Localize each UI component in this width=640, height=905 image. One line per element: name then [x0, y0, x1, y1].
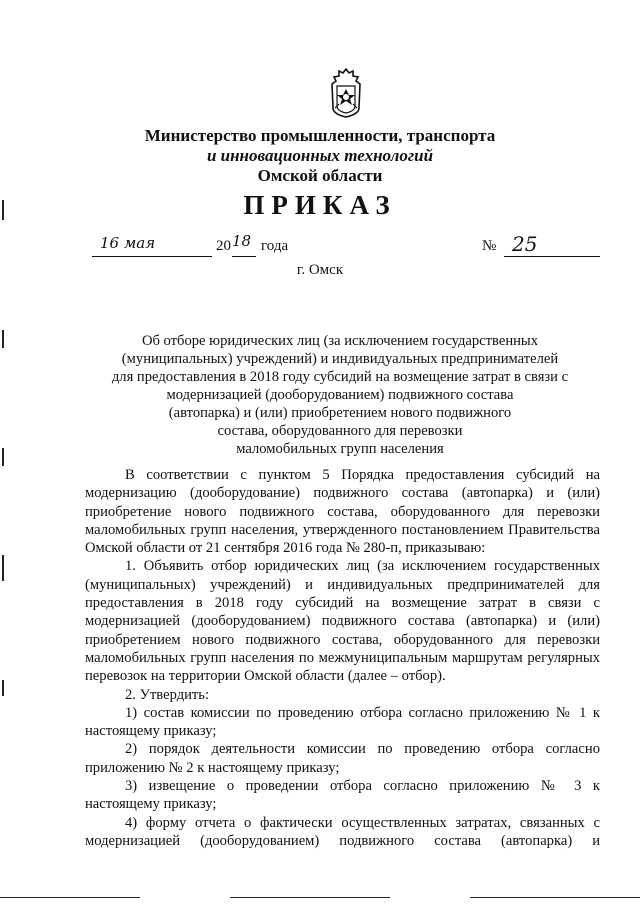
subject-line: состава, оборудованного для перевозки [217, 423, 463, 439]
order-item-2: 2. Утвердить: [125, 686, 210, 703]
order-subitem-2: 2) порядок деятельности комиссии по проведению отбора согласно приложению № 2 к настоящему приказу; [85, 741, 600, 776]
subject-line: для предоставления в 2018 году субсидий на возмещение затрат в связи с [111, 369, 569, 385]
order-subitem-4: 4) форму отчета о фактически осуществленных затратах, связанных с модернизацией (дооборудованием) подвижного состава (автопарка) и [85, 814, 600, 849]
document-body [85, 466, 600, 850]
document-type: ПРИКАЗ [243, 190, 397, 220]
number-sign: № [482, 238, 497, 254]
document-subject [80, 332, 600, 458]
coat-of-arms-icon [329, 68, 363, 118]
scan-mark [2, 448, 4, 466]
number-underline [504, 256, 600, 257]
scan-mark [0, 897, 140, 898]
scan-mark [230, 897, 390, 898]
order-subitem-3: 3) извещение о проведении отбора согласно приложению № 3 к настоящему приказу; [85, 778, 600, 813]
year-word: года [261, 238, 289, 254]
subject-line: (автопарка) и (или) приобретением нового подвижного [168, 405, 512, 421]
order-item-1: 1. Объявить отбор юридических лиц (за исключением государственных (муниципальных) учреждений) и индивидуальных предпринимателей для предоставления в 2018 году субсидий на возмещение затрат в связи с модернизацией (дооборудованием) подвижного состава (автопарка) и (или) приобретением нового подвижного состава, оборудованного для перевозки маломобильных групп населения по межмуниципальным маршрутам регулярных перевозок на территории Омской области (далее – отбор). [85, 558, 600, 685]
subject-line: модернизацией (дооборудованием) подвижного состава [166, 387, 514, 403]
scan-mark [2, 680, 4, 696]
org-name-line1: Министерство промышленности, транспорта [144, 126, 496, 145]
subject-line: Об отборе юридических лиц (за исключением государственных [141, 333, 539, 349]
scan-mark [2, 330, 4, 348]
date-underline [92, 256, 212, 257]
handwritten-date: 16 мая [100, 234, 156, 252]
org-name-line3: Омской области [257, 166, 383, 185]
subject-line: (муниципальных) учреждений) и индивидуальных предпринимателей [121, 351, 559, 367]
preamble-paragraph: В соответствии с пунктом 5 Порядка предоставления субсидий на модернизацию (дооборудование) подвижного состава (автопарка) и (или) приобретение нового подвижного состава, оборудованного для перевозки маломобильных групп населения, утвержденного постановлением Правительства Омской области от 21 сентября 2016 года № 280-п, приказываю: [85, 467, 600, 557]
handwritten-year: 18 [232, 232, 252, 250]
scan-mark [2, 555, 4, 581]
order-subitem-1: 1) состав комиссии по проведению отбора согласно приложению № 1 к настоящему приказу; [85, 704, 600, 740]
handwritten-number: 25 [512, 232, 538, 256]
year-underline [232, 256, 256, 257]
scan-mark [470, 897, 640, 898]
subject-line: маломобильных групп населения [236, 441, 444, 457]
org-name-line2: и инновационных технологий [206, 146, 434, 165]
year-prefix: 20 [216, 238, 231, 254]
city-name: г. Омск [296, 262, 344, 278]
